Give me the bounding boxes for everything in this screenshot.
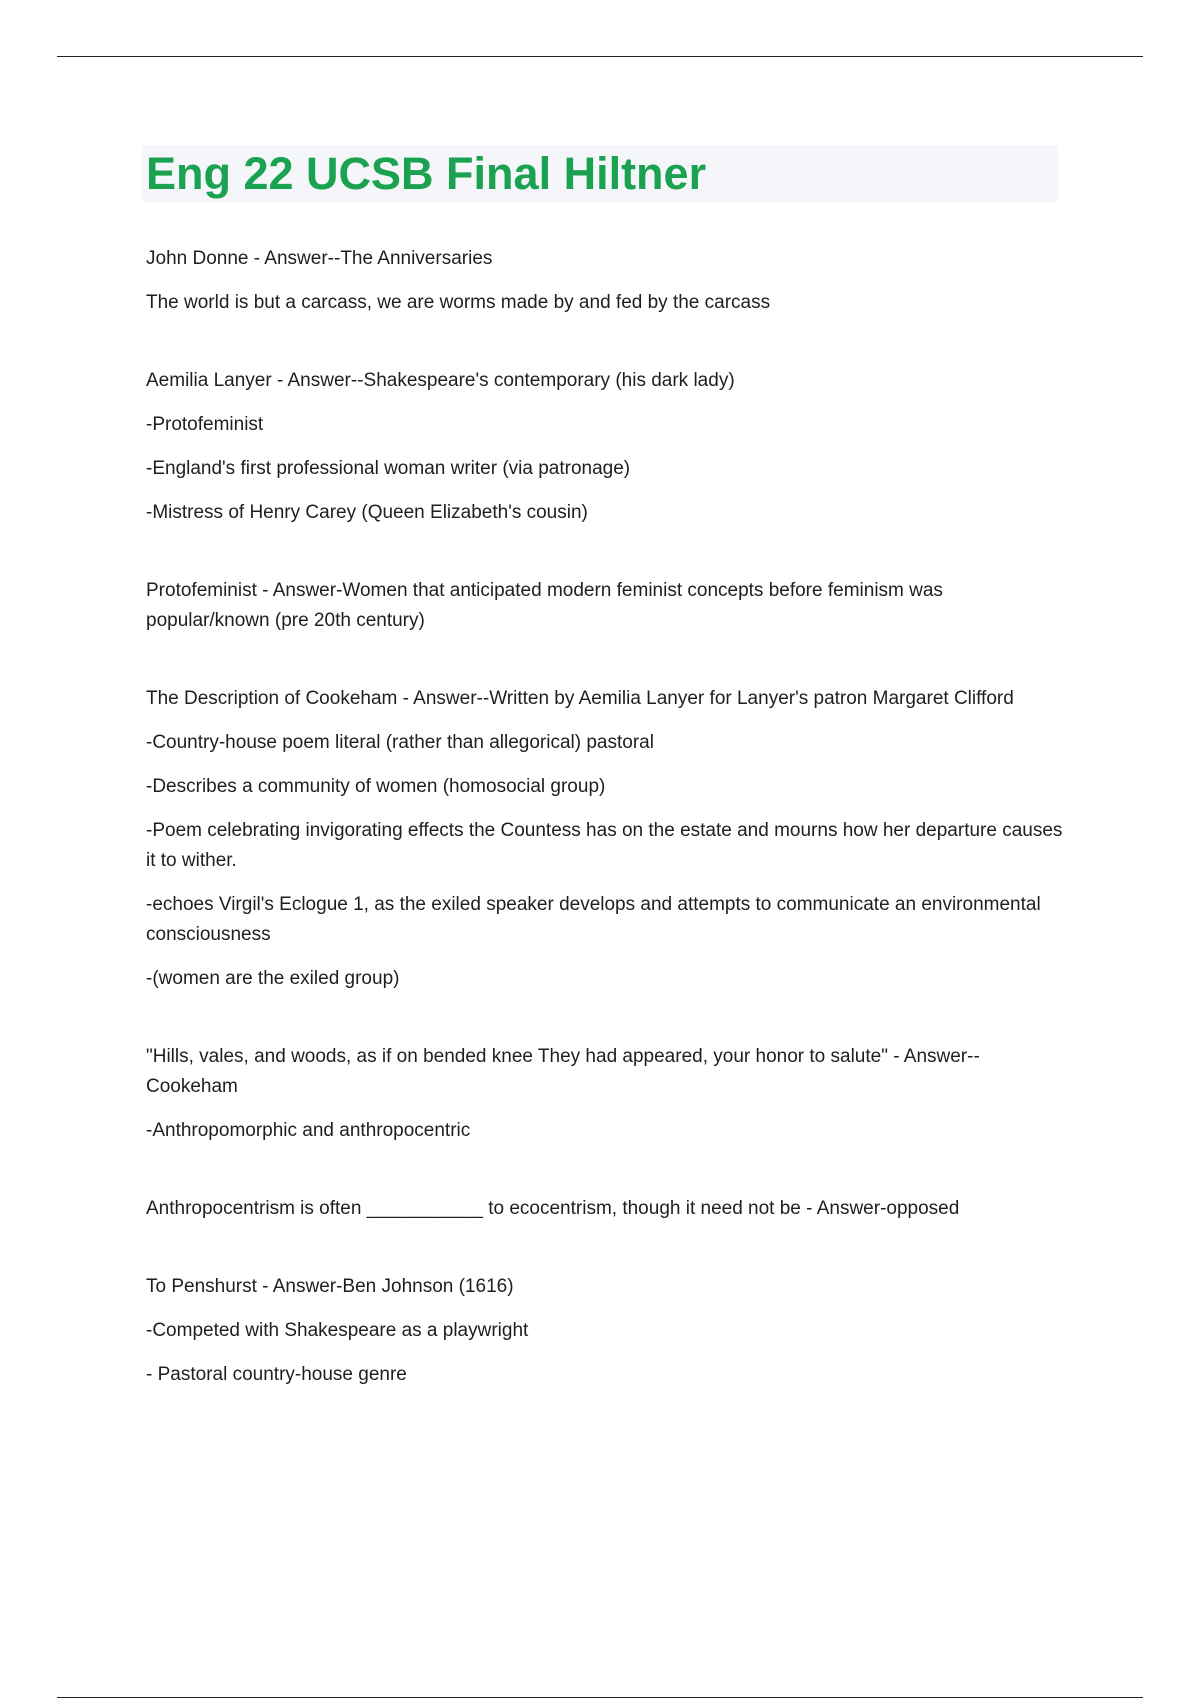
entry-line: -Protofeminist [146, 414, 264, 435]
entry-line: The Description of Cookeham - Answer--Written by Aemilia Lanyer for Lanyer's patron Margaret Clifford [146, 688, 1014, 709]
entry-to-penshurst [146, 1272, 1066, 1390]
entry-line: -Anthropomorphic and anthropocentric [146, 1120, 471, 1141]
entry-line: -(women are the exiled group) [146, 968, 400, 989]
entry-line: To Penshurst - Answer-Ben Johnson (1616) [146, 1276, 514, 1297]
entry-description-of-cookeham [146, 684, 1066, 994]
entry-line: -echoes Virgil's Eclogue 1, as the exiled speaker develops and attempts to communicate an environmental consciousness [146, 894, 1041, 945]
document-body [146, 244, 1066, 1404]
entry-line: -Mistress of Henry Carey (Queen Elizabeth's cousin) [146, 502, 588, 523]
entry-line: -Poem celebrating invigorating effects the Countess has on the estate and mourns how her departure causes it to wither. [146, 820, 1063, 871]
entry-line: Anthropocentrism is often ___________ to ecocentrism, though it need not be - Answer-opposed [146, 1198, 960, 1219]
entry-protofeminist [146, 576, 1066, 636]
entry-line: The world is but a carcass, we are worms made by and fed by the carcass [146, 292, 771, 313]
entry-aemilia-lanyer [146, 366, 1066, 528]
entry-anthropocentrism [146, 1194, 1066, 1224]
entry-line: "Hills, vales, and woods, as if on bended knee They had appeared, your honor to salute" - Answer--Cookeham [146, 1046, 980, 1097]
entry-line: -England's first professional woman writer (via patronage) [146, 458, 631, 479]
entry-line: -Describes a community of women (homosocial group) [146, 776, 606, 797]
entry-line: Protofeminist - Answer-Women that anticipated modern feminist concepts before feminism was popular/known (pre 20th century) [146, 580, 943, 631]
entry-john-donne [146, 244, 1066, 318]
bottom-rule [57, 1697, 1143, 1698]
entry-line: -Country-house poem literal (rather than allegorical) pastoral [146, 732, 654, 753]
entry-line: - Pastoral country-house genre [146, 1364, 407, 1385]
top-rule [57, 56, 1143, 57]
entry-line: John Donne - Answer--The Anniversaries [146, 248, 493, 269]
entry-line: Aemilia Lanyer - Answer--Shakespeare's contemporary (his dark lady) [146, 370, 735, 391]
document-title: Eng 22 UCSB Final Hiltner [146, 148, 707, 199]
entry-hills-vales-quote [146, 1042, 1066, 1146]
entry-line: -Competed with Shakespeare as a playwright [146, 1320, 529, 1341]
